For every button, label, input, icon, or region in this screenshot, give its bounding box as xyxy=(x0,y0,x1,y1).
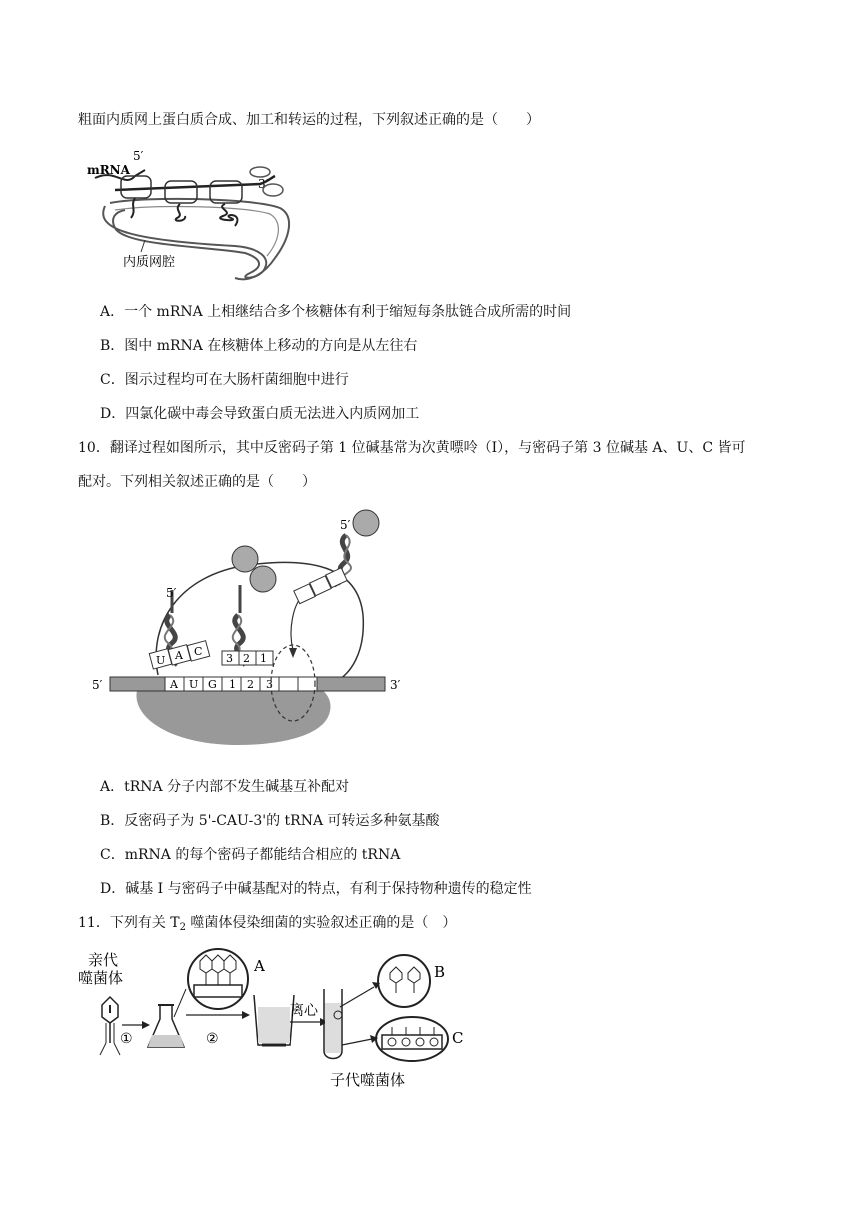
q10-fig-trna3-five: 5′ xyxy=(340,518,351,532)
q9-option-c: C．图示过程均可在大肠杆菌细胞中进行 xyxy=(100,372,349,388)
q10-incoming-anticodon xyxy=(294,568,347,604)
test-tube-icon xyxy=(324,989,342,1059)
q10-translation-figure xyxy=(88,505,408,755)
q10-codon-6: 3 xyxy=(266,678,273,691)
q11-phage-figure xyxy=(78,947,464,1097)
q11-fig-centrifuge: 离心 xyxy=(290,1003,318,1019)
q10-codon-3: G xyxy=(208,678,217,691)
q9-fig-five-prime: 5′ xyxy=(133,149,144,163)
q11-fig-parent-line2: 噬菌体 xyxy=(78,969,124,987)
q10-anticodon2-1: 1 xyxy=(260,652,267,665)
q10-fig-trna-five: 5′ xyxy=(166,586,177,600)
q10-stem-line1: 10．翻译过程如图所示，其中反密码子第 1 位碱基常为次黄嘌呤（I），与密码子第 3 位碱基 A、U、C 皆可 xyxy=(78,440,746,456)
q11-fig-label-b: B xyxy=(434,963,446,981)
phage-icon xyxy=(100,997,120,1055)
flask-icon xyxy=(148,1005,184,1047)
q10-anticodon1-u: U xyxy=(156,654,166,667)
q10-option-a: A．tRNA 分子内部不发生碱基互补配对 xyxy=(100,779,350,795)
q11-fig-label-a: A xyxy=(254,957,265,975)
q10-anticodon1-c: C xyxy=(194,645,203,658)
q10-option-c: C．mRNA 的每个密码子都能结合相应的 tRNA xyxy=(100,847,401,863)
q9-stem: 粗面内质网上蛋白质合成、加工和转运的过程，下列叙述正确的是（ ） xyxy=(78,112,540,128)
q10-codon-5: 2 xyxy=(247,678,254,691)
q11-fig-step2: ② xyxy=(206,1031,219,1047)
beaker-icon xyxy=(254,995,294,1045)
q10-codon-boxes xyxy=(165,677,317,691)
q9-option-d: D．四氯化碳中毒会导致蛋白质无法进入内质网加工 xyxy=(100,406,420,422)
q9-fig-mrna-label: mRNA xyxy=(87,163,130,177)
q10-option-d: D．碱基 I 与密码子中碱基配对的特点，有利于保持物种遗传的稳定性 xyxy=(100,881,532,897)
q11-fig-label-c: C xyxy=(452,1029,464,1047)
q11-fig-offspring: 子代噬菌体 xyxy=(330,1071,406,1089)
q11-stem: 11．下列有关 $T_2$ 噬菌体侵染细菌的实验叙述正确的是（ ） xyxy=(78,915,457,933)
q11-stem-subscript: 2 xyxy=(179,922,186,933)
q10-codon-4: 1 xyxy=(229,678,236,691)
q9-option-b: B．图中 mRNA 在核糖体上移动的方向是从左往右 xyxy=(100,338,418,354)
q10-fig-right-end: 3′ xyxy=(390,678,401,692)
q9-fig-three-prime: 3′ xyxy=(258,177,269,191)
q10-stem-line2: 配对。下列相关叙述正确的是（ ） xyxy=(78,474,316,490)
q10-codon-1: A xyxy=(170,678,178,691)
q9-fig-lumen-label: 内质网腔 xyxy=(123,255,176,270)
q10-fig-left-end: 5′ xyxy=(92,678,103,692)
q9-er-figure xyxy=(85,148,310,288)
q11-fig-parent-line1: 亲代 xyxy=(88,951,119,969)
q10-codon-2: U xyxy=(189,678,199,691)
q10-anticodon2-2: 2 xyxy=(243,652,250,665)
q10-option-b: B．反密码子为 5'-CAU-3'的 tRNA 可转运多种氨基酸 xyxy=(100,813,440,829)
q10-anticodon1-a: A xyxy=(175,649,183,662)
q11-fig-step1: ① xyxy=(120,1031,133,1047)
q10-anticodon2-3: 3 xyxy=(226,652,233,665)
q9-option-a: A．一个 mRNA 上相继结合多个核糖体有利于缩短每条肽链合成所需的时间 xyxy=(100,304,572,320)
